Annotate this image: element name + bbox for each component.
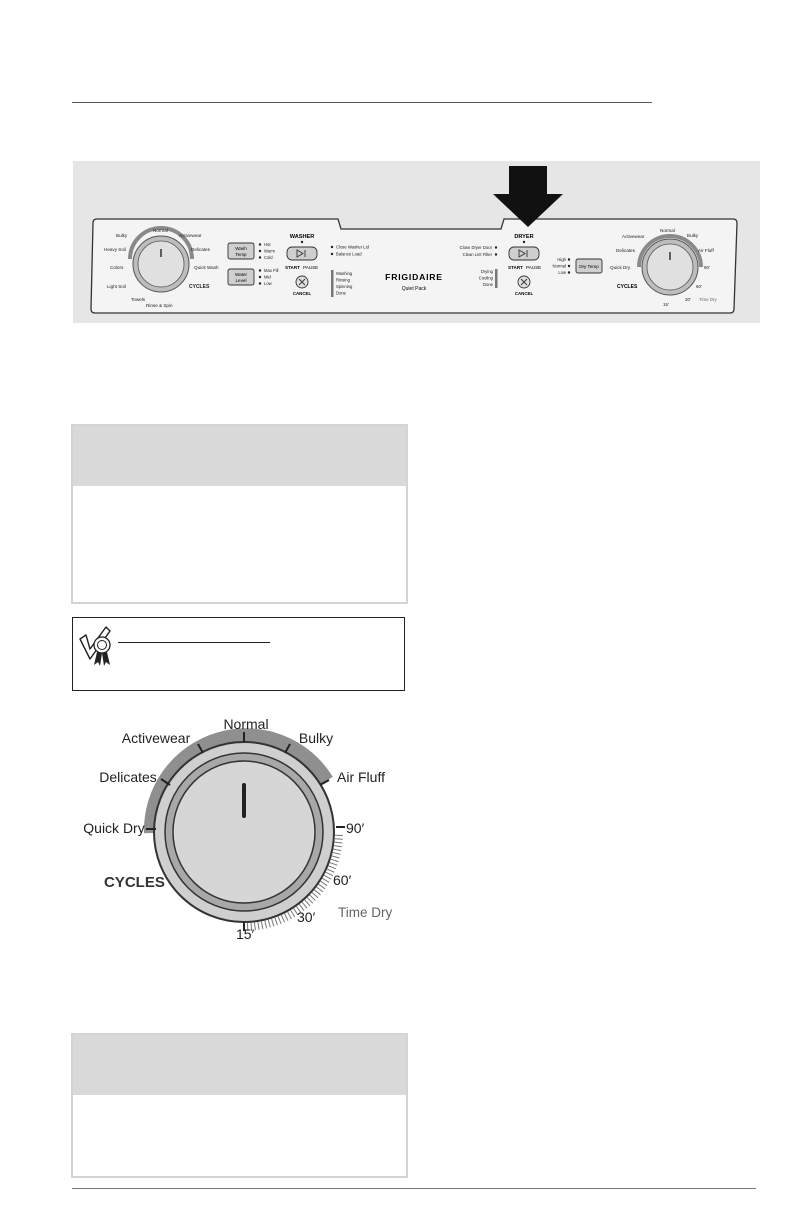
hatch-mark <box>324 875 331 879</box>
hatch-mark <box>258 922 259 930</box>
time-mark-90: 90′ <box>346 820 365 836</box>
dry-temp-dot <box>568 265 570 267</box>
washer-cycle-label: Delicates <box>191 247 210 252</box>
dry-temp-button[interactable] <box>576 259 602 273</box>
dry-temp-dot <box>568 258 570 260</box>
svg-text:Rinsing: Rinsing <box>336 277 350 283</box>
svg-text:Hot: Hot <box>264 242 271 247</box>
washer-cycle-label: Activewear <box>179 233 202 238</box>
svg-text:Normal: Normal <box>660 228 675 233</box>
hatch-mark <box>333 853 341 855</box>
svg-text:Washing: Washing <box>336 271 353 276</box>
wash-temp-button[interactable] <box>228 243 254 259</box>
washer-cancel-label: CANCEL <box>292 291 312 296</box>
cycles-title: CYCLES <box>104 874 165 891</box>
svg-text:Air Fluff: Air Fluff <box>698 248 714 253</box>
hatch-mark <box>331 859 339 861</box>
svg-text:High: High <box>557 257 566 262</box>
svg-text:15′: 15′ <box>663 302 669 307</box>
svg-text:Done: Done <box>482 282 493 287</box>
hatch-mark <box>314 890 320 895</box>
hatch-mark <box>265 921 267 929</box>
washer-cycles-title: CYCLES <box>189 284 210 290</box>
dryer-small-time-dry-label: Time Dry <box>699 297 717 302</box>
hatch-mark <box>317 887 323 892</box>
dryer-pause-label: PAUSE <box>526 265 542 270</box>
hatch-mark <box>268 920 270 928</box>
dryer-cancel-label: CANCEL <box>514 291 534 296</box>
hatch-mark <box>326 872 333 876</box>
dryer-status-bar <box>495 269 498 288</box>
info-box-1 <box>71 424 408 604</box>
washer-cycle-label: Light Soil <box>107 284 126 289</box>
svg-text:Quick Dry: Quick Dry <box>610 265 631 270</box>
hatch-mark <box>281 915 284 922</box>
svg-text:60′: 60′ <box>696 284 702 289</box>
hatch-mark <box>305 900 310 906</box>
hatch-mark <box>291 910 295 917</box>
cycle-label-air-fluff: Air Fluff <box>337 769 385 785</box>
time-mark-60: 60′ <box>333 872 352 888</box>
hatch-mark <box>310 895 316 901</box>
washer-indicator <box>301 241 303 243</box>
dryer-alert-dot <box>495 246 497 248</box>
dryer-start-pause-button[interactable] <box>509 247 539 260</box>
svg-text:Wash: Wash <box>235 246 247 251</box>
svg-text:30′: 30′ <box>685 297 691 302</box>
svg-text:Done: Done <box>336 290 347 296</box>
washer-start-pause-button[interactable] <box>287 247 317 260</box>
svg-text:Cooling: Cooling <box>478 275 493 281</box>
water-level-button[interactable] <box>228 269 254 285</box>
svg-text:Mid: Mid <box>264 274 271 280</box>
svg-text:Activewear: Activewear <box>622 234 645 239</box>
model-name: Quiet Pack <box>401 286 427 292</box>
svg-text:Level: Level <box>235 278 247 283</box>
svg-text:Delicates: Delicates <box>616 248 635 253</box>
down-arrow-icon <box>493 166 563 227</box>
checkmark-ribbon-icon <box>78 625 116 669</box>
hatch-mark <box>332 856 340 858</box>
tip-heading-rule <box>118 642 270 643</box>
dryer-start-label: START <box>508 265 523 270</box>
dry-temp-dot <box>568 271 570 273</box>
svg-text:Low: Low <box>558 270 566 275</box>
hatch-mark <box>333 849 341 851</box>
hatch-mark <box>278 916 281 923</box>
svg-text:Warm: Warm <box>264 248 276 254</box>
washer-cycle-label: Colors <box>110 265 124 270</box>
tip-box <box>72 617 405 691</box>
svg-text:Drying: Drying <box>480 269 493 274</box>
hatch-mark <box>255 922 256 930</box>
svg-text:Cold: Cold <box>264 255 273 260</box>
dryer-alert-dot <box>495 253 497 255</box>
svg-text:Normal: Normal <box>552 263 566 269</box>
washer-title: WASHER <box>289 234 315 240</box>
footer-rule <box>72 1188 756 1189</box>
cycle-label-quick-dry: Quick Dry <box>83 820 145 836</box>
time-mark-30: 30′ <box>297 909 316 925</box>
dryer-cycle-knob-illustration[interactable] <box>72 708 412 958</box>
hatch-mark <box>321 881 328 885</box>
hatch-mark <box>288 912 292 919</box>
hatch-mark <box>272 919 274 927</box>
svg-text:90′: 90′ <box>704 265 710 270</box>
hatch-mark <box>334 846 342 847</box>
header-rule <box>72 102 652 103</box>
dryer-indicator <box>523 241 525 243</box>
svg-text:Bulky: Bulky <box>687 233 699 238</box>
time-mark-15: 15′ <box>236 926 255 942</box>
svg-text:Clean Lint Filter: Clean Lint Filter <box>462 252 492 257</box>
hatch-mark <box>330 863 338 866</box>
washer-cycle-label: Normal <box>153 228 168 233</box>
dryer-cancel-button[interactable] <box>518 276 530 288</box>
washer-cycle-label: Quick Wash <box>194 265 219 270</box>
svg-text:Water: Water <box>234 272 248 277</box>
svg-text:Close Dryer Door: Close Dryer Door <box>459 245 492 250</box>
svg-text:Max Fill: Max Fill <box>264 268 279 273</box>
info-box-1-header <box>73 426 406 486</box>
washer-cancel-button[interactable] <box>296 276 308 288</box>
hatch-mark <box>319 884 326 889</box>
svg-text:Low: Low <box>264 281 272 286</box>
cycle-label-normal: Normal <box>223 716 269 732</box>
svg-text:Dry Temp: Dry Temp <box>579 264 599 269</box>
dryer-title: DRYER <box>514 234 534 240</box>
info-box-2 <box>71 1033 408 1178</box>
washer-cycle-label: Towels <box>131 297 146 302</box>
washer-start-label: START <box>285 265 300 270</box>
info-box-2-header <box>73 1035 406 1095</box>
svg-text:Temp: Temp <box>235 252 247 257</box>
washer-pause-label: PAUSE <box>303 265 319 270</box>
svg-text:Spinning: Spinning <box>336 284 353 289</box>
washer-cycle-label: Heavy Soil <box>104 247 126 252</box>
hatch-mark <box>307 898 313 904</box>
hatch-mark <box>275 918 278 926</box>
svg-text:Balance Load: Balance Load <box>336 251 362 257</box>
hatch-mark <box>312 892 318 897</box>
dryer-small-cycles-title: CYCLES <box>617 284 638 290</box>
cycle-label-bulky: Bulky <box>298 730 334 746</box>
control-panel-svg <box>73 161 760 323</box>
knob-face <box>173 761 315 903</box>
cycle-label-delicates: Delicates <box>99 769 157 785</box>
time-dry-label: Time Dry <box>338 905 393 920</box>
svg-text:Close Washer Lid: Close Washer Lid <box>336 244 369 250</box>
washer-cycle-label: Bulky <box>116 233 128 238</box>
hatch-mark <box>302 902 307 908</box>
hatch-mark <box>322 878 329 882</box>
cycle-label-activewear: Activewear <box>121 730 191 746</box>
brand-logo: FRIGIDAIRE <box>385 272 443 282</box>
hatch-mark <box>285 914 289 921</box>
washer-cycle-label: Rinse & Spin <box>146 303 173 308</box>
washer-status-bar <box>331 270 334 297</box>
hatch-mark <box>329 866 336 869</box>
hatch-mark <box>335 839 343 840</box>
hatch-mark <box>334 842 342 843</box>
hatch-mark <box>261 921 263 929</box>
